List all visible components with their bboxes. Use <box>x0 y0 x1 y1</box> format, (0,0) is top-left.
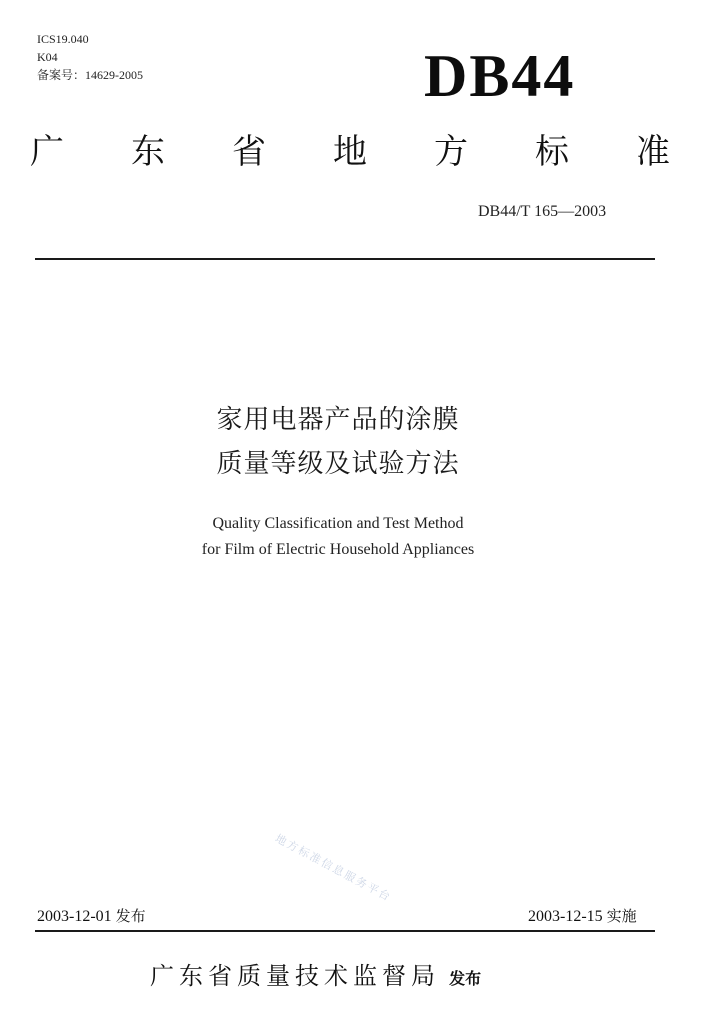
title-cn-line2: 质量等级及试验方法 <box>216 449 460 479</box>
implementation-date: 2003-12-15 <box>528 908 603 925</box>
watermark: 地方标准信息服务平台 <box>272 831 394 905</box>
record-number: 备案号：14629-2005 <box>37 68 143 82</box>
issuer-name: 广东省质量技术监督局 <box>150 962 440 990</box>
standard-type-char: 广 <box>30 132 64 172</box>
issue-date: 2003-12-01 <box>37 908 112 925</box>
standard-type-char: 方 <box>434 132 468 172</box>
standard-type-char: 东 <box>131 132 165 172</box>
issue-label: 发布 <box>115 907 146 925</box>
db-logo: DB44 <box>424 43 576 109</box>
standard-type-char: 省 <box>232 132 266 172</box>
issuer <box>150 956 481 991</box>
implementation-label: 实施 <box>606 907 637 925</box>
footer-divider <box>35 930 655 932</box>
title-cn-line1: 家用电器产品的涂膜 <box>216 405 460 435</box>
implementation-date-block <box>528 906 637 927</box>
standard-number: DB44/T 165—2003 <box>478 203 607 220</box>
issuer-suffix: 发布 <box>449 969 482 988</box>
issue-date-block <box>37 906 146 927</box>
standard-type-char: 准 <box>636 132 670 172</box>
ics-code: ICS19.040 <box>37 32 89 46</box>
title-en-line2: for Film of Electric Household Appliances <box>201 541 475 558</box>
standard-type-char: 标 <box>535 132 569 172</box>
title-en-line1: Quality Classification and Test Method <box>212 515 464 532</box>
header-divider <box>35 258 655 260</box>
standard-type-heading <box>30 132 670 172</box>
classification-code: K04 <box>37 50 58 64</box>
standard-type-char: 地 <box>333 132 367 172</box>
